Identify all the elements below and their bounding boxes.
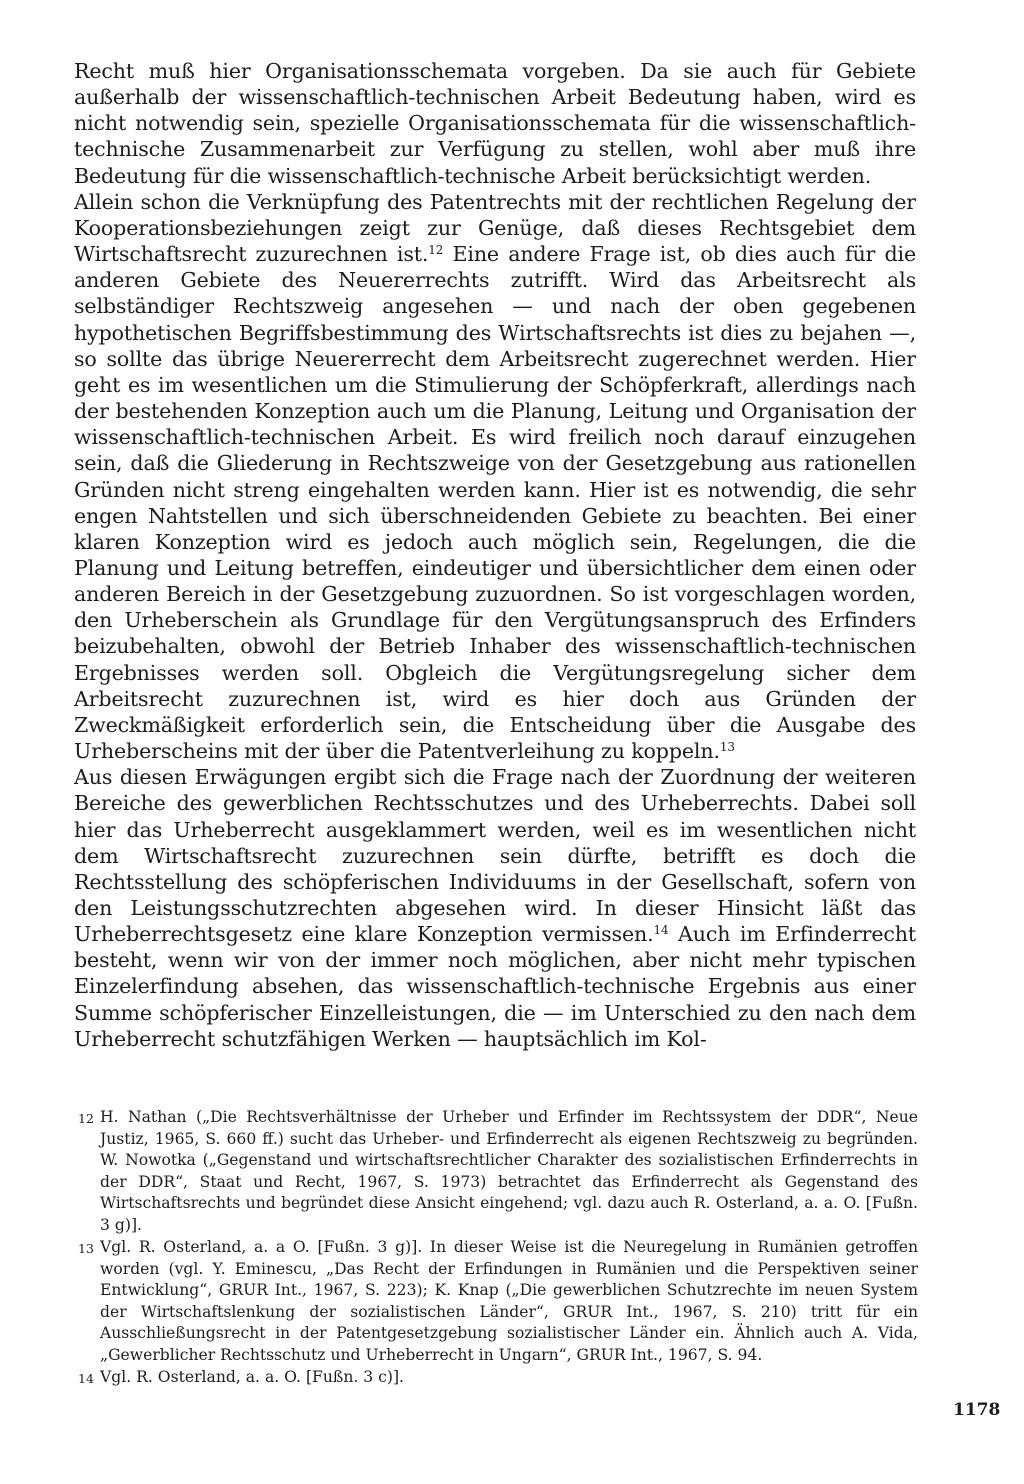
- page-number: 1178: [953, 1400, 1001, 1420]
- paragraph-text: Aus diesen Erwägungen ergibt sich die Frage nach der Zuordnung der weiteren Bereiche des gewerblichen Rechtsschutzes und des Urheberrechts. Dabei soll hier das Urheberrecht ausgeklammert werden, weil es im wesentlichen nicht dem Wirtschaftsrecht zuzurechnen sein dürfte, betrifft es doch die Rechtsstellung des schöpferischen Individuums in der Gesellschaft, sofern von den Leistungsschutzrechten abgesehen wird. In dieser Hinsicht läßt das Urheberrechtsgesetz eine klare Konzeption vermissen.: [74, 765, 916, 947]
- footnote-ref-12[interactable]: 12: [428, 243, 444, 258]
- footnote-text: H. Nathan („Die Rechtsverhältnisse der Urheber und Erfinder im Rechtssystem der DDR“, Neue Justiz, 1965, S. 660 ff.) sucht das Urheber- und Erfinderrecht als eigenen Rechtszweig zu begründen. W. Nowotka („Gegenstand und wirtschaftsrechtlicher Charakter des sozialistischen Erfinderrechts in der DDR“, Staat und Recht, 1967, S. 1973) betrachtet das Erfinderrecht als Gegenstand des Wirtschaftsrechts und begründet diese Ansicht eingehend; vgl. dazu auch R. Osterland, a. a. O. [Fußn. 3 g)].: [100, 1108, 918, 1234]
- footnote-ref-13[interactable]: 13: [719, 740, 735, 755]
- footnote-12: [78, 1107, 918, 1237]
- footnote-number: 12: [78, 1111, 94, 1126]
- paragraph-2: [74, 189, 916, 764]
- footnote-13: [78, 1237, 918, 1367]
- paragraph-1: [74, 58, 916, 189]
- main-text: [74, 58, 916, 1052]
- paragraph-text: Auch im Erfinderrecht besteht, wenn wir von der immer noch möglichen, aber nicht mehr typischen Einzelerfindung absehen, das wissenschaftlich-technische Ergebnis aus einer Summe schöpferischer Einzelleistungen, die — im Unterschied zu den nach dem Urheberrecht schutzfähigen Werken — hauptsächlich im Kol-: [74, 922, 916, 1051]
- footnote-number: 13: [78, 1241, 94, 1257]
- paragraph-text: Allein schon die Verknüpfung des Patentrechts mit der rechtlichen Regelung der Kooperationsbeziehungen zeigt zur Genüge, daß dieses Rechtsgebiet dem Wirtschaftsrecht zuzurechnen ist.: [74, 189, 916, 267]
- paragraph-text: Recht muß hier Organisationsschemata vorgeben. Da sie auch für Gebiete außerhalb der wissenschaftlich-technischen Arbeit Bedeutung haben, wird es nicht notwendig sein, spezielle Organisationsschemata für die wissenschaftlich-technische Zusammenarbeit zur Verfügung zu stellen, wohl aber muß ihre Bedeutung für die wissenschaftlich-technische Arbeit berücksichtigt werden.: [74, 59, 916, 188]
- footnotes: [78, 1107, 918, 1389]
- body-text-block: [74, 58, 916, 1052]
- footnote-text: Vgl. R. Osterland, a. a. O. [Fußn. 3 c)].: [100, 1368, 405, 1387]
- footnote-14: [78, 1367, 918, 1389]
- paragraph-3: [74, 764, 916, 1052]
- footnote-ref-14[interactable]: 14: [653, 923, 669, 938]
- footnote-text: Vgl. R. Osterland, a. a O. [Fußn. 3 g)]. In dieser Weise ist die Neuregelung in Rumänien getroffen worden (vgl. Y. Eminescu, „Das Recht der Erfindungen in Rumänien und die Perspektiven seiner Entwicklung“, GRUR Int., 1967, S. 223); K. Knap („Die gewerblichen Schutzrechte im neuen System der Wirtschaftslenkung der sozialistischen Länder“, GRUR Int., 1967, S. 210) tritt für ein Ausschließungsrecht in der Patentgesetzgebung sozialistischer Länder ein. Ähnlich auch A. Vida, „Gewerblicher Rechtsschutz und Urheberrecht in Ungarn“, GRUR Int., 1967, S. 94.: [100, 1238, 918, 1365]
- footnote-number: 14: [78, 1371, 94, 1387]
- paragraph-text: Eine andere Frage ist, ob dies auch für die anderen Gebiete des Neuererrechts zutrifft. Wird das Arbeitsrecht als selbständiger Rechtszweig angesehen — und nach der oben gegebenen hypothetischen Begriffsbestimmung des Wirtschaftsrechts ist dies zu bejahen —, so sollte das übrige Neuererrecht dem Arbeitsrecht zugerechnet werden. Hier geht es im wesentlichen um die Stimulierung der Schöpferkraft, allerdings nach der bestehenden Konzeption auch um die Planung, Leitung und Organisation der wissenschaftlich-technischen Arbeit. Es wird freilich noch darauf einzugehen sein, daß die Gliederung in Rechtszweige von der Gesetzgebung aus rationellen Gründen nicht streng eingehalten werden kann. Hier ist es notwendig, die sehr engen Nahtstellen und sich überschneidenden Gebiete zu beachten. Bei einer klaren Konzeption wird es jedoch auch möglich sein, Regelungen, die die Planung und Leitung betreffen, eindeutiger und übersichtlicher dem einen oder anderen Bereich in der Gesetzgebung zuzuordnen. So ist vorgeschlagen worden, den Urheberschein als Grundlage für den Vergütungsanspruch des Erfinders beizubehalten, obwohl der Betrieb Inhaber des wissenschaftlich-technischen Ergebnisses werden soll. Obgleich die Vergütungsregelung sicher dem Arbeitsrecht zuzurechnen ist, wird es hier doch aus Gründen der Zweckmäßigkeit erforderlich sein, die Entscheidung über die Ausgabe des Urheberscheins mit der über die Patentverleihung zu koppeln.: [74, 242, 916, 764]
